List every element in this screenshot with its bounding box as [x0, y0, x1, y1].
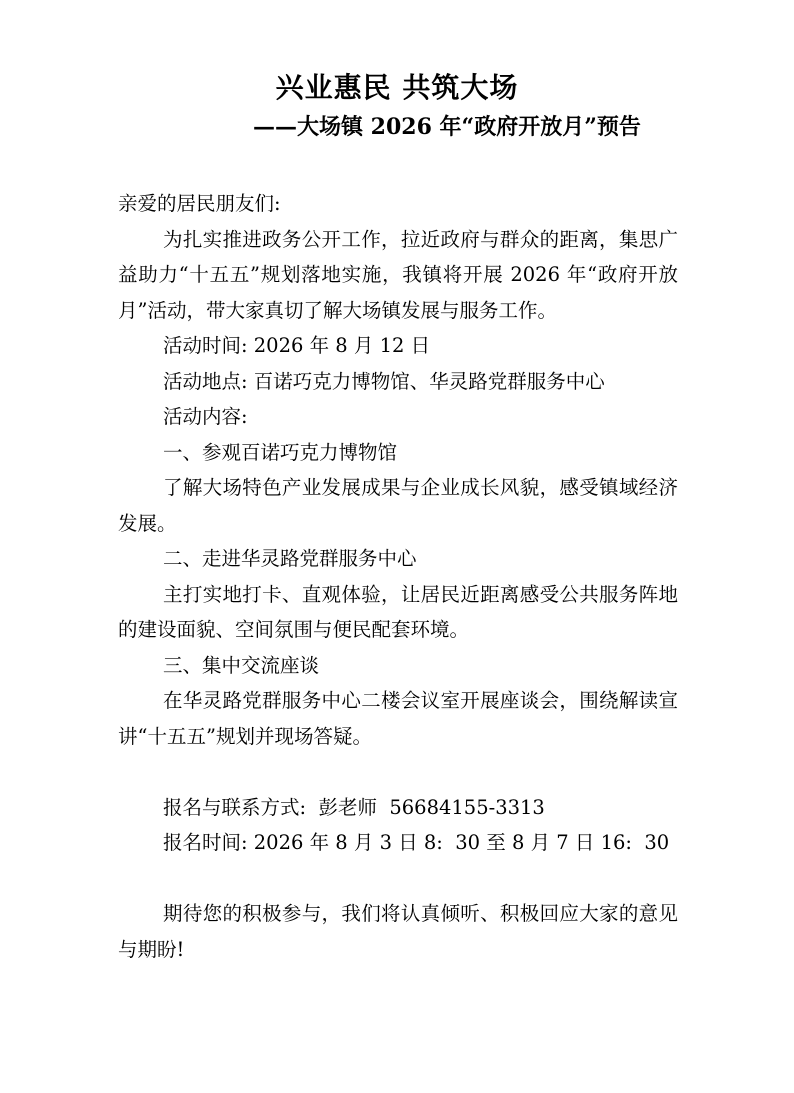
section-1-text: 了解大场特色产业发展成果与企业成长风貌，感受镇域经济发展。 [118, 476, 678, 535]
section-3-text: 在华灵路党群服务中心二楼会议室开展座谈会，围绕解读宣讲“十五五”规划并现场答疑。 [118, 689, 678, 748]
section-2-heading: 二、走进华灵路党群服务中心 [163, 547, 417, 570]
section-3-heading: 三、集中交流座谈 [163, 653, 320, 677]
page-title: 兴业惠民 共筑大场 [275, 71, 519, 104]
greeting: 亲爱的居民朋友们: [118, 192, 281, 215]
intro-paragraph: 为扎实推进政务公开工作，拉近政府与群众的距离，集思广益助力“十五五”规划落地实施，我镇将开展 2026 年“政府开放月”活动，带大家真切了解大场镇发展与服务工作。 [118, 227, 678, 322]
spacer [118, 754, 678, 790]
event-time: 活动时间: 2026 年 8 月 12 日 [163, 334, 431, 357]
section-2-text: 主打实地打卡、直观体验，让居民近距离感受公共服务阵地的建设面貌、空间氛围与便民配套环境。 [118, 582, 678, 641]
signup-time [118, 825, 678, 861]
closing-paragraph: 期待您的积极参与，我们将认真倾听、积极回应大家的意见与期盼! [118, 902, 678, 961]
contact-info-text: 报名与联系方式: 彭老师 56684155-3313 [163, 795, 545, 819]
letter-body [118, 186, 678, 967]
event-location: 活动地点: 百诺巧克力博物馆、华灵路党群服务中心 [163, 369, 605, 393]
contact-info [118, 790, 678, 826]
section-1-heading: 一、参观百诺巧克力博物馆 [163, 440, 398, 464]
page-subtitle: ——大场镇 2026 年“政府开放月”预告 [253, 114, 641, 140]
content-heading: 活动内容: [163, 405, 248, 428]
spacer [118, 861, 678, 897]
signup-time-text: 报名时间: 2026 年 8 月 3 日 8: 30 至 8 月 7 日 16: 30 [163, 831, 670, 854]
